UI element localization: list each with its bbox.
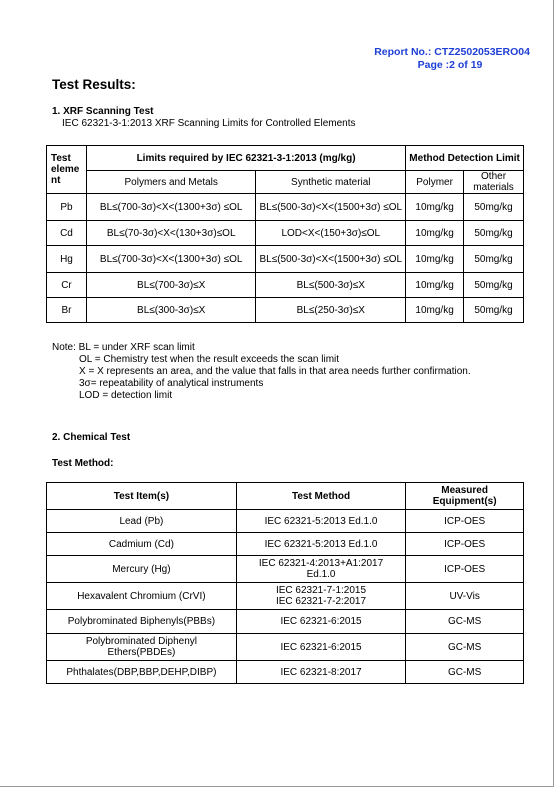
synthetic-cell: BL≤(250-3σ)≤X (256, 298, 406, 323)
element-cell: Br (47, 298, 87, 323)
col-other-materials: Other materials (464, 171, 524, 194)
method-line: IEC 62321-8:2017 (280, 666, 362, 678)
col-synthetic-material: Synthetic material (256, 171, 406, 194)
equipment-cell: ICP-OES (406, 533, 524, 556)
col-test-item: Test Item(s) (47, 483, 237, 510)
table-row (47, 661, 524, 684)
method-line: IEC 62321-7-1:2015 (275, 585, 367, 596)
synthetic-cell: LOD<X<(150+3σ)≤OL (256, 221, 406, 246)
test-item-cell: Hexavalent Chromium (CrVI) (47, 583, 237, 610)
test-method-cell (236, 533, 405, 556)
polymer-limit-cell: 10mg/kg (406, 194, 464, 221)
polymers-metals-cell: BL≤(700-3σ)≤X (86, 273, 255, 298)
polymers-metals-cell: BL≤(700-3σ)<X<(1300+3σ) ≤OL (86, 246, 255, 273)
test-method-label: Test Method: (52, 458, 114, 469)
col-polymer: Polymer (406, 171, 464, 194)
other-limit-cell: 50mg/kg (464, 221, 524, 246)
col-method-detection-limit: Method Detection Limit (406, 146, 524, 171)
equipment-cell: ICP-OES (406, 510, 524, 533)
table-row (47, 510, 524, 533)
table-row (47, 634, 524, 661)
other-limit-cell: 50mg/kg (464, 194, 524, 221)
polymer-limit-cell: 10mg/kg (406, 273, 464, 298)
element-cell: Cr (47, 273, 87, 298)
table-row (47, 556, 524, 583)
element-cell: Pb (47, 194, 87, 221)
table-row (47, 246, 524, 273)
method-line: IEC 62321-5:2013 Ed.1.0 (264, 538, 378, 550)
equipment-cell: GC-MS (406, 634, 524, 661)
test-method-cell (236, 583, 405, 610)
note-bl: Note: BL = under XRF scan limit (52, 342, 195, 353)
note-3sigma: 3σ= repeatability of analytical instruments (79, 378, 264, 389)
note-lod: LOD = detection limit (79, 390, 173, 401)
element-cell: Cd (47, 221, 87, 246)
report-header (330, 46, 530, 72)
page-number: Page :2 of 19 (417, 59, 483, 71)
other-limit-cell: 50mg/kg (464, 273, 524, 298)
polymers-metals-cell: BL≤(700-3σ)<X<(1300+3σ) ≤OL (86, 194, 255, 221)
method-line-2: IEC 62321-7-2:2017 (275, 596, 367, 607)
table-row (47, 610, 524, 634)
chemical-test-table (46, 482, 524, 684)
method-line: IEC 62321-4:2013+A1:2017 (258, 558, 384, 569)
xrf-notes (52, 342, 471, 402)
col-polymers-metals: Polymers and Metals (86, 171, 255, 194)
col-test-element: Test eleme nt (47, 146, 87, 194)
table-row (47, 221, 524, 246)
synthetic-cell: BL≤(500-3σ)<X<(1500+3σ) ≤OL (256, 246, 406, 273)
other-limit-cell: 50mg/kg (464, 298, 524, 323)
polymer-limit-cell: 10mg/kg (406, 221, 464, 246)
synthetic-cell: BL≤(500-3σ)≤X (256, 273, 406, 298)
test-method-cell (236, 510, 405, 533)
synthetic-cell: BL≤(500-3σ)<X<(1500+3σ) ≤OL (256, 194, 406, 221)
test-method-cell (236, 661, 405, 684)
equipment-cell: GC-MS (406, 610, 524, 634)
method-line: IEC 62321-6:2015 (280, 616, 362, 627)
test-method-cell (236, 610, 405, 634)
report-number: Report No.: CTZ2502053ERO04 (374, 46, 530, 58)
xrf-limits-table (46, 145, 524, 323)
note-ol: OL = Chemistry test when the result exceeds the scan limit (79, 354, 340, 365)
polymer-limit-cell: 10mg/kg (406, 246, 464, 273)
page-title: Test Results: (52, 77, 136, 92)
method-line: IEC 62321-5:2013 Ed.1.0 (264, 515, 378, 527)
test-method-cell (236, 556, 405, 583)
equipment-cell: UV-Vis (406, 583, 524, 610)
test-method-cell (236, 634, 405, 661)
note-x: X = X represents an area, and the value that falls in that area needs further confirmation. (79, 366, 471, 377)
test-item-cell: Mercury (Hg) (47, 556, 237, 583)
polymer-limit-cell: 10mg/kg (406, 298, 464, 323)
table-row (47, 533, 524, 556)
polymers-metals-cell: BL≤(300-3σ)≤X (86, 298, 255, 323)
table-row (47, 194, 524, 221)
col-measured-equipment: Measured Equipment(s) (406, 483, 524, 510)
method-line-2: Ed.1.0 (306, 569, 336, 580)
table-row (47, 298, 524, 323)
polymers-metals-cell: BL≤(70-3σ)<X<(130+3σ)≤OL (86, 221, 255, 246)
col-test-method: Test Method (236, 483, 405, 510)
equipment-cell: ICP-OES (406, 556, 524, 583)
section-1-title: 1. XRF Scanning Test (52, 106, 154, 117)
element-cell: Hg (47, 246, 87, 273)
test-item-cell: Phthalates(DBP,BBP,DEHP,DIBP) (47, 661, 237, 684)
section-2-title: 2. Chemical Test (52, 432, 131, 443)
test-item-cell: Polybrominated Biphenyls(PBBs) (47, 610, 237, 634)
table-row (47, 273, 524, 298)
method-line: IEC 62321-6:2015 (280, 641, 362, 653)
test-item-cell: Lead (Pb) (47, 510, 237, 533)
other-limit-cell: 50mg/kg (464, 246, 524, 273)
table-row (47, 583, 524, 610)
section-1-subtitle: IEC 62321-3-1:2013 XRF Scanning Limits for Controlled Elements (62, 118, 356, 129)
test-item-cell: Cadmium (Cd) (47, 533, 237, 556)
equipment-cell: GC-MS (406, 661, 524, 684)
col-limits: Limits required by IEC 62321-3-1:2013 (mg/kg) (86, 146, 405, 171)
test-item-cell: Polybrominated Diphenyl Ethers(PBDEs) (47, 634, 237, 661)
